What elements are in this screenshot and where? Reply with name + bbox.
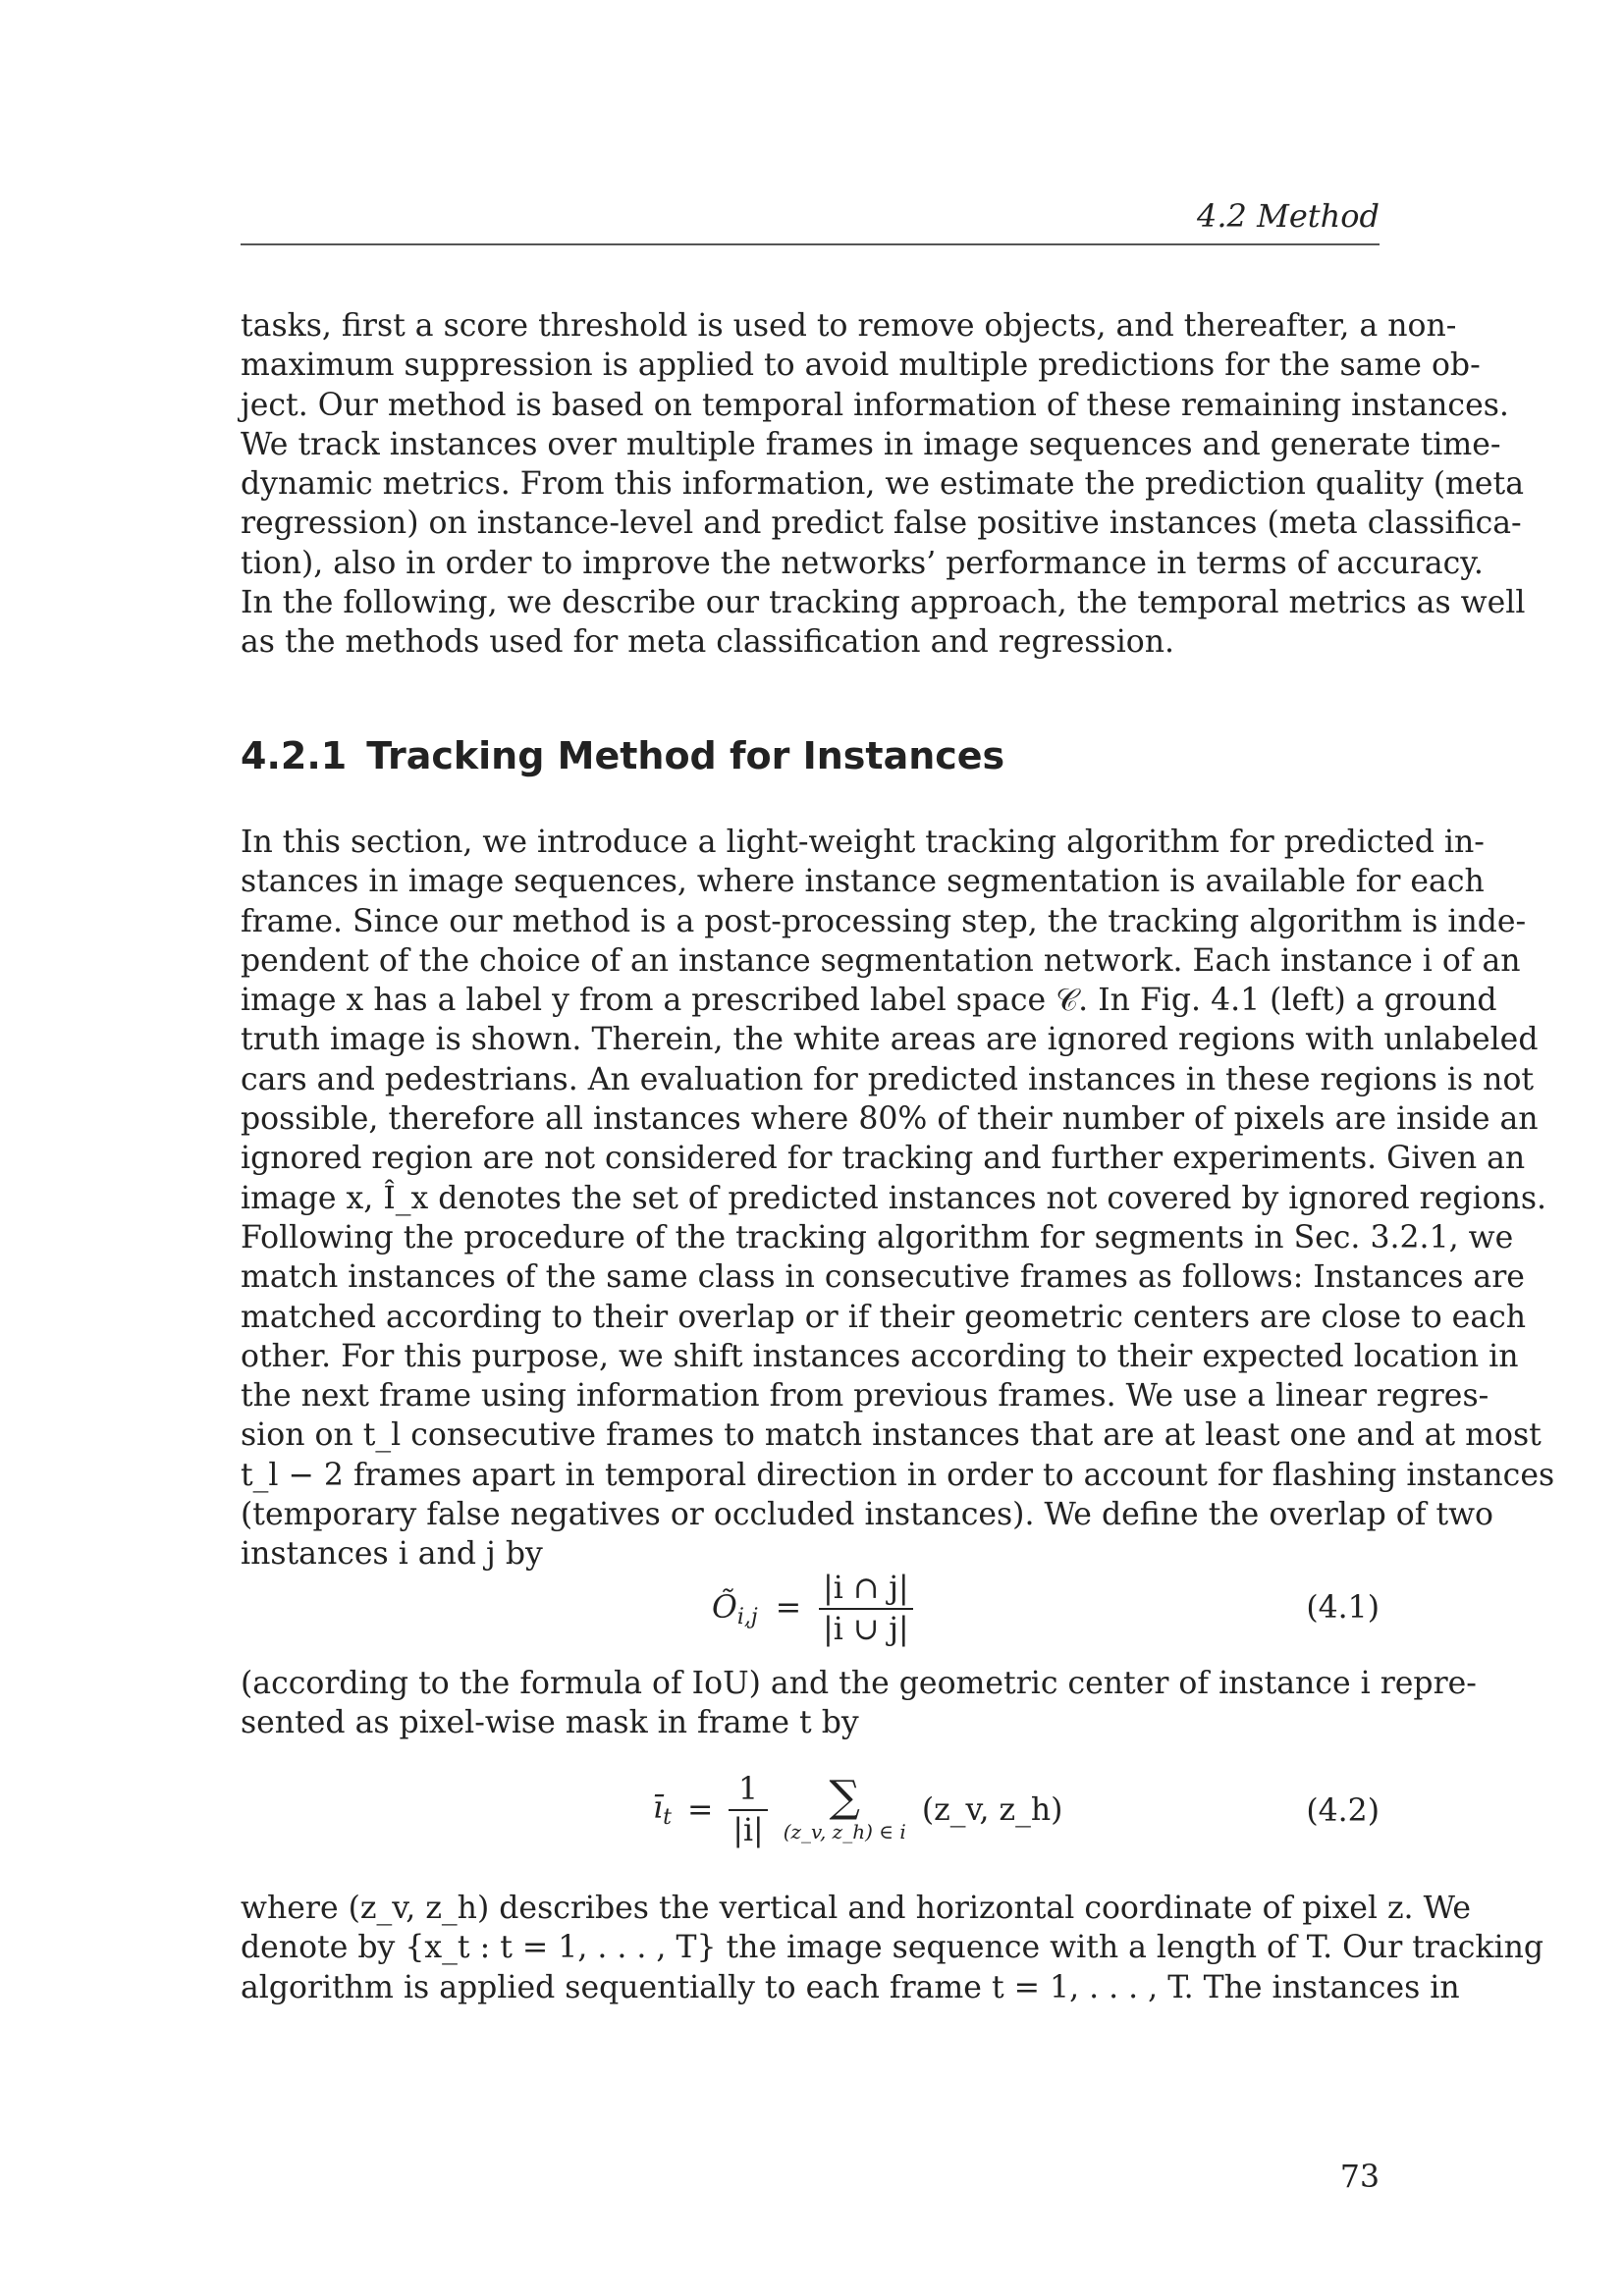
text-line: We track instances over multiple frames in image sequences and generate time- [241,426,1501,462]
fraction-denominator: |i| [732,1813,764,1848]
text-line: match instances of the same class in consecutive frames as follows: Instances are [241,1259,1525,1296]
text-line: Following the procedure of the tracking algorithm for segments in Sec. 3.2.1, we [241,1219,1514,1255]
text-line: other. For this purpose, we shift instances according to their expected location in [241,1338,1519,1374]
sum-symbol: ∑ [829,1772,860,1822]
text-line: denote by {x_t : t = 1, . . . , T} the image sequence with a length of T. Our tracking [241,1930,1544,1966]
equation-body: $ī_t$ = $\frac{1}{|i|}$ ∑ (z_v, z_h) ∈ i (z_v, z_h) [653,1772,1063,1848]
equation-4-2 [241,1772,1380,1870]
text-line: instances i and j by [241,1536,543,1573]
sum-index: (z_v, z_h) ∈ i [783,1820,906,1843]
between-paragraph [241,1664,1477,1743]
text-line: maximum suppression is applied to avoid multiple predictions for the same ob- [241,347,1481,384]
summand: (z_v, z_h) [921,1792,1063,1828]
text-line: where (z_v, z_h) describes the vertical and horizontal coordinate of pixel z. We [241,1891,1472,1926]
text-line: tion), also in order to improve the networks’ performance in terms of accuracy. [241,545,1484,581]
text-line: dynamic metrics. From this information, we estimate the prediction quality (meta [241,466,1524,503]
section-paragraph [241,823,1555,1575]
fraction [819,1571,913,1647]
text-line: algorithm is applied sequentially to each frame t = 1, . . . , T. The instances in [241,1969,1460,2005]
equation-lhs: $ī_t$ [653,1790,672,1830]
equation-body: $Õ_{i,j}$ = $\frac{|i \cap j|}{|i \cup j|}$ [712,1571,913,1647]
section-title: Tracking Method for Instances [366,734,1005,777]
text-line: frame. Since our method is a post-processing step, the tracking algorithm is inde- [241,903,1527,939]
text-line: truth image is shown. Therein, the white areas are ignored regions with unlabeled [241,1022,1539,1058]
section-heading [241,731,1004,780]
text-line: t_l − 2 frames apart in temporal direction in order to account for flashing instances [241,1457,1555,1493]
equation-label: (4.2) [1306,1793,1380,1829]
text-line: ject. Our method is based on temporal information of these remaining instances. [241,387,1509,423]
text-line: the next frame using information from previous frames. We use a linear regres- [241,1378,1489,1415]
text-line: In this section, we introduce a light-weight tracking algorithm for predicted in- [241,825,1485,860]
text-line: as the methods used for meta classification and regression. [241,624,1175,661]
page-number: 73 [1339,2160,1380,2195]
running-header: 4.2 Method [1197,197,1380,235]
header-rule [241,243,1380,245]
text-line: sion on t_l consecutive frames to match instances that are at least one and at most [241,1417,1542,1454]
text-line: image x, Î_x denotes the set of predicted instances not covered by ignored regions. [241,1180,1547,1216]
closing-paragraph [241,1889,1544,2007]
fraction-numerator: 1 [729,1772,767,1811]
fraction [729,1772,767,1848]
text-line: possible, therefore all instances where 80% of their number of pixels are inside an [241,1101,1539,1138]
fraction-denominator: |i ∪ j| [823,1612,909,1647]
equation-label: (4.1) [1306,1590,1380,1626]
text-line: (temporary false negatives or occluded instances). We define the overlap of two [241,1497,1494,1533]
equation-lhs: $Õ_{i,j}$ [712,1589,758,1629]
text-line: In the following, we describe our tracking approach, the temporal metrics as well [241,585,1526,621]
text-line: stances in image sequences, where instance segmentation is available for each [241,864,1485,900]
text-line: image x has a label y from a prescribed label space 𝒞. In Fig. 4.1 (left) a ground [241,983,1497,1019]
text-line: tasks, first a score threshold is used to remove objects, and thereafter, a non- [241,308,1457,344]
summation [783,1772,906,1844]
text-line: sented as pixel-wise mask in frame t by [241,1705,859,1741]
text-line: cars and pedestrians. An evaluation for predicted instances in these regions is not [241,1061,1535,1097]
text-line: regression) on instance-level and predict false positive instances (meta classifica- [241,506,1522,542]
equation-4-1 [241,1571,1380,1649]
intro-paragraph [241,306,1526,663]
fraction-numerator: |i ∩ j| [819,1571,913,1610]
section-number: 4.2.1 [241,734,348,777]
text-line: ignored region are not considered for tracking and further experiments. Given an [241,1141,1526,1177]
text-line: pendent of the choice of an instance segmentation network. Each instance i of an [241,942,1521,979]
text-line: matched according to their overlap or if their geometric centers are close to each [241,1299,1527,1335]
text-line: (according to the formula of IoU) and the geometric center of instance i repre- [241,1666,1477,1701]
